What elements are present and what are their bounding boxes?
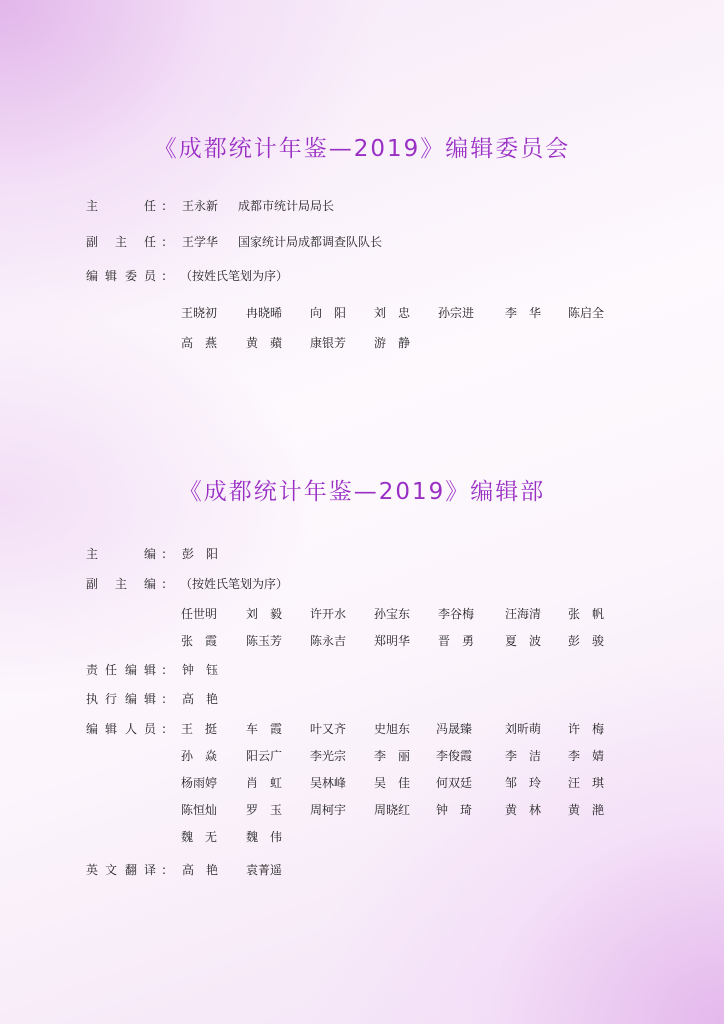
row-label [86,234,170,250]
deputy-name: 王学华 [182,235,219,249]
row-label [86,721,170,737]
person-name: 向 阳 [310,306,347,320]
responsible-editor-name: 钟 钰 [182,663,219,677]
label-char: 翻 [125,863,138,877]
person-name: 晋 勇 [438,634,475,648]
label-char: 员 [144,269,157,283]
editorial-title: 《成都统计年鉴—2019》编辑部 [178,479,546,505]
label-char: 英 [86,863,99,877]
person-name: 吴 佳 [374,776,411,790]
person-name: 肖 虹 [246,776,283,790]
label-char: 主 [86,199,99,213]
person-name: 魏 伟 [246,830,283,844]
person-name: 冉晓晞 [246,306,283,320]
label-char: 编 [125,692,138,706]
label-char: 主 [115,577,128,591]
committee-title: 《成都统计年鉴—2019》编辑委员会 [153,136,571,162]
label-colon: : [162,235,167,249]
person-name: 康银芳 [310,336,347,350]
row-label [86,198,170,214]
label-colon: : [162,199,167,213]
label-char: 任 [144,235,157,249]
deputy-title: 国家统计局成都调查队队长 [238,235,383,249]
person-name: 郑明华 [374,634,411,648]
person-name: 陈永吉 [310,634,347,648]
translator-name: 高 艳 [182,863,219,877]
person-name: 黄 林 [505,803,542,817]
row-label [86,691,170,707]
order-note: （按姓氏笔划为序） [180,269,289,283]
label-char: 编 [86,722,99,736]
person-name: 许 梅 [568,722,605,736]
label-char: 辑 [105,269,118,283]
person-name: 车 霞 [246,722,283,736]
person-name: 孙 焱 [181,749,218,763]
person-name: 任世明 [181,607,218,621]
person-name: 魏 无 [181,830,218,844]
label-char: 编 [86,269,99,283]
executive-editor-name: 高 艳 [182,692,219,706]
person-name: 汪 琪 [568,776,605,790]
person-name: 何双廷 [436,776,473,790]
label-char: 任 [144,199,157,213]
person-name: 李 婧 [568,749,605,763]
person-name: 黄 滟 [568,803,605,817]
label-char: 责 [86,663,99,677]
person-name: 汪海清 [505,607,542,621]
person-name: 吴林峰 [310,776,347,790]
label-char: 辑 [144,663,157,677]
label-char: 员 [144,722,157,736]
row-label [86,862,170,878]
person-name: 叶又齐 [310,722,347,736]
person-name: 邹 玲 [505,776,542,790]
person-name: 高 燕 [181,336,218,350]
label-char: 主 [86,547,99,561]
person-name: 王 挺 [181,722,218,736]
label-char: 主 [115,235,128,249]
person-name: 陈玉芳 [246,634,283,648]
person-name: 孙宗进 [438,306,475,320]
person-name: 史旭东 [374,722,411,736]
label-char: 任 [105,663,118,677]
label-char: 辑 [105,722,118,736]
person-name: 张 帆 [568,607,605,621]
row-label [86,268,170,284]
person-name: 孙宝东 [374,607,411,621]
label-char: 副 [86,235,99,249]
person-name: 李光宗 [310,749,347,763]
label-char: 副 [86,577,99,591]
person-name: 周晓红 [374,803,411,817]
label-colon: : [162,547,167,561]
label-char: 行 [105,692,118,706]
label-char: 执 [86,692,99,706]
label-char: 译 [144,863,157,877]
person-name: 刘 忠 [374,306,411,320]
label-colon: : [162,722,167,736]
person-name: 罗 玉 [246,803,283,817]
person-name: 李 洁 [505,749,542,763]
person-name: 李 丽 [374,749,411,763]
person-name: 刘昕萌 [505,722,542,736]
label-char: 人 [125,722,138,736]
person-name: 陈启全 [568,306,605,320]
person-name: 夏 波 [505,634,542,648]
label-char: 委 [125,269,138,283]
person-name: 刘 毅 [246,607,283,621]
director-name: 王永新 [182,199,219,213]
person-name: 冯晟臻 [436,722,473,736]
translator-name: 袁菁遥 [246,863,283,877]
row-label [86,662,170,678]
label-colon: : [162,663,167,677]
person-name: 游 静 [374,336,411,350]
person-name: 黄 蘋 [246,336,283,350]
row-label [86,576,170,592]
order-note: （按姓氏笔划为序） [180,577,289,591]
label-colon: : [162,692,167,706]
director-title: 成都市统计局局长 [238,199,335,213]
label-char: 编 [125,663,138,677]
label-colon: : [162,863,167,877]
label-char: 辑 [144,692,157,706]
person-name: 王晓初 [181,306,218,320]
label-char: 编 [144,577,157,591]
row-label [86,546,170,562]
chief-editor-name: 彭 阳 [182,547,219,561]
person-name: 杨雨婷 [181,776,218,790]
person-name: 钟 琦 [436,803,473,817]
person-name: 彭 骏 [568,634,605,648]
label-char: 编 [144,547,157,561]
label-colon: : [162,269,167,283]
person-name: 陈恒灿 [181,803,218,817]
label-colon: : [162,577,167,591]
label-char: 文 [105,863,118,877]
person-name: 李谷梅 [438,607,475,621]
person-name: 许开水 [310,607,347,621]
person-name: 张 霞 [181,634,218,648]
person-name: 阳云广 [246,749,283,763]
person-name: 李俊霞 [436,749,473,763]
person-name: 周柯宇 [310,803,347,817]
person-name: 李 华 [505,306,542,320]
